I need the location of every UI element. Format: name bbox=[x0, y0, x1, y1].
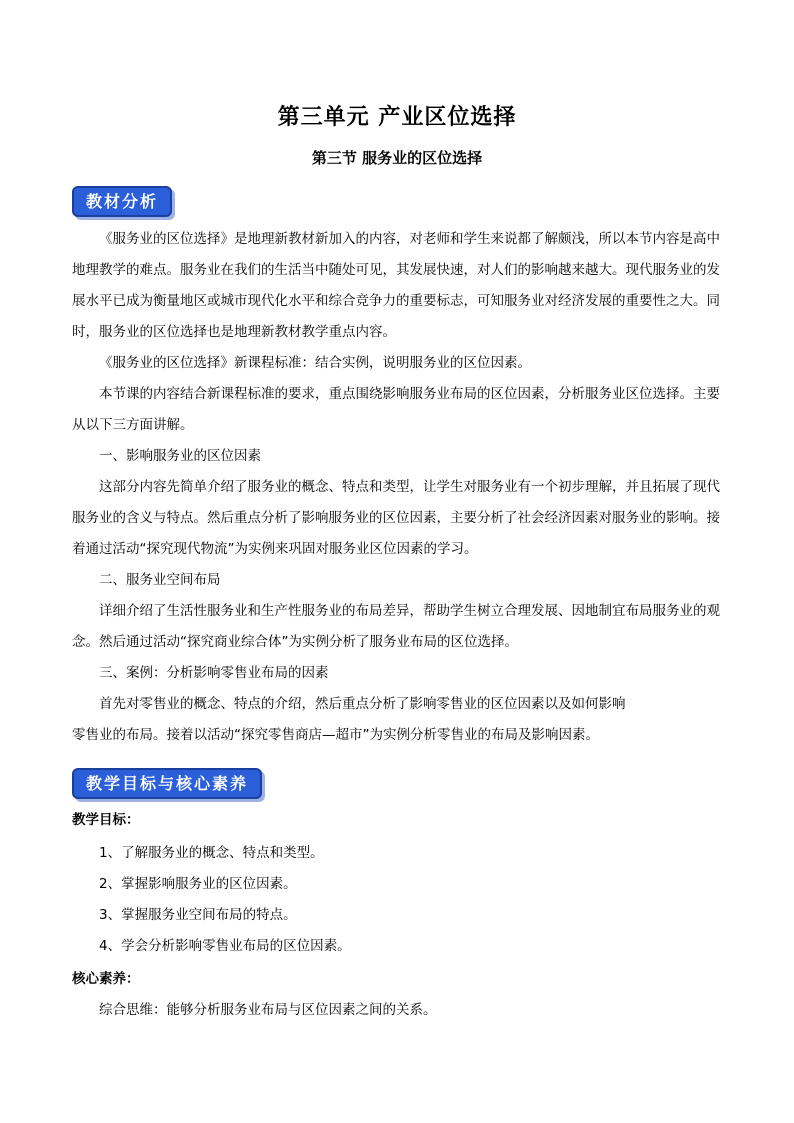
paragraph-spatial-layout: 详细介绍了生活性服务业和生产性服务业的布局差异，帮助学生树立合理发展、因地制宜布局服务业的观念。然后通过活动“探究商业综合体”为实例分析了服务业布局的区位选择。 bbox=[72, 603, 720, 650]
goal-item: 3、掌握服务业空间布局的特点。 bbox=[99, 907, 297, 923]
goal-item: 2、掌握影响服务业的区位因素。 bbox=[99, 876, 297, 892]
paragraph-retail-case-line2: 零售业的布局。接着以活动“探究零售商店—超市”为实例分析零售业的布局及影响因素。 bbox=[72, 727, 599, 743]
heading-retail-case: 三、案例：分析影响零售业布局的因素 bbox=[99, 665, 329, 681]
paragraph-intro: 《服务业的区位选择》是地理新教材新加入的内容，对老师和学生来说都了解颇浅，所以本节内容是高中地理教学的难点。服务业在我们的生活当中随处可见，其发展快速，对人们的影响越来越大。现代服务业的发展水平已成为衡量地区或城市现代化水平和综合竞争力的重要标志，可知服务业对经济发展的重要性之大。同时，服务业的区位选择也是地理新教材教学重点内容。 bbox=[72, 231, 720, 340]
section-subtitle: 第三节 服务业的区位选择 bbox=[311, 149, 483, 167]
paragraph-standard: 《服务业的区位选择》新课程标准：结合实例，说明服务业的区位因素。 bbox=[99, 355, 531, 371]
goal-item: 4、学会分析影响零售业布局的区位因素。 bbox=[99, 938, 351, 954]
paragraph-overview: 本节课的内容结合新课程标准的要求，重点围绕影响服务业布局的区位因素，分析服务业区位选择。主要从以下三方面讲解。 bbox=[72, 386, 720, 433]
label-teaching-goals: 教学目标： bbox=[72, 812, 140, 828]
page-title: 第三单元 产业区位选择 bbox=[277, 104, 517, 130]
core-literacy-item: 综合思维：能够分析服务业布局与区位因素之间的关系。 bbox=[99, 1002, 437, 1018]
paragraph-location-factors: 这部分内容先简单介绍了服务业的概念、特点和类型，让学生对服务业有一个初步理解，并且拓展了现代服务业的含义与特点。然后重点分析了影响服务业的区位因素，主要分析了社会经济因素对服务业的影响。接着通过活动“探究现代物流”为实例来巩固对服务业区位因素的学习。 bbox=[72, 479, 720, 557]
goal-item: 1、了解服务业的概念、特点和类型。 bbox=[99, 845, 324, 861]
paragraph-retail-case-line1: 首先对零售业的概念、特点的介绍，然后重点分析了影响零售业的区位因素以及如何影响 bbox=[99, 696, 626, 712]
heading-location-factors: 一、影响服务业的区位因素 bbox=[99, 448, 261, 464]
section-tag-teaching-goals: 教学目标与核心素养 bbox=[72, 768, 262, 799]
label-core-literacy: 核心素养： bbox=[72, 971, 140, 987]
heading-spatial-layout: 二、服务业空间布局 bbox=[99, 572, 221, 588]
section-tag-material-analysis: 教材分析 bbox=[72, 186, 172, 217]
